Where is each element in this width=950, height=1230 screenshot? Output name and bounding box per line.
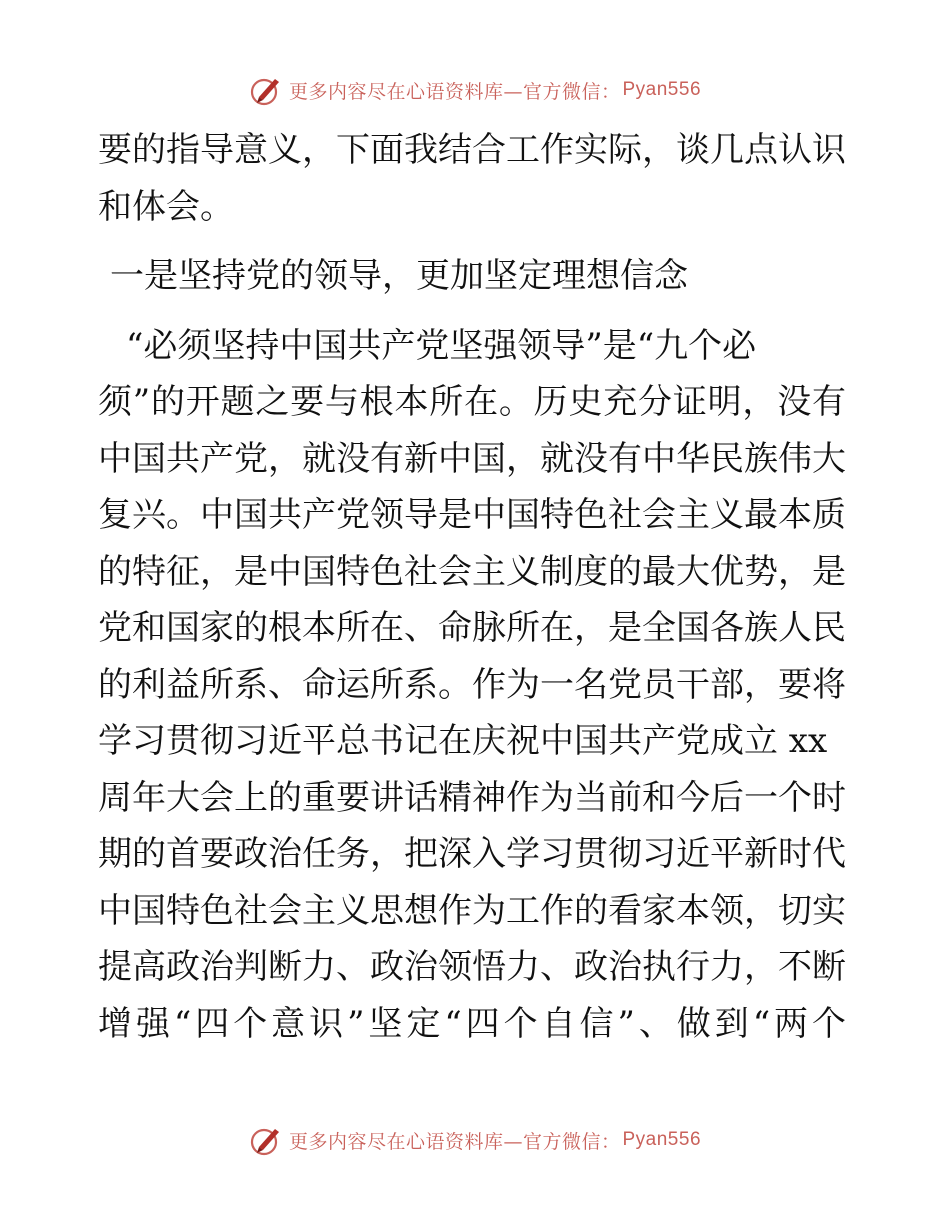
text-line: 学习贯彻习近平总书记在庆祝中国共产党成立 xx bbox=[98, 721, 828, 761]
text-line: 和体会。 bbox=[98, 186, 234, 227]
text-line: 期的首要政治任务，把深入学习贯彻习近平新时代 bbox=[98, 834, 846, 874]
text-line: 须”的开题之要与根本所在。历史充分证明，没有 bbox=[98, 382, 846, 422]
text-line: 要的指导意义，下面我结合工作实际，谈几点认识 bbox=[98, 130, 846, 170]
header-banner-text: 更多内容尽在心语资料库—官方微信： bbox=[288, 80, 621, 103]
text-line: 提高政治判断力、政治领悟力、政治执行力，不断 bbox=[98, 947, 846, 987]
text-line: 党和国家的根本所在、命脉所在，是全国各族人民 bbox=[98, 608, 846, 648]
text-line: 复兴。中国共产党领导是中国特色社会主义最本质 bbox=[98, 495, 846, 535]
text-line: 的特征，是中国特色社会主义制度的最大优势，是 bbox=[98, 551, 846, 592]
pen-logo-icon bbox=[249, 1123, 283, 1157]
document-body bbox=[98, 122, 858, 1052]
text-line: 中国共产党，就没有新中国，就没有中华民族伟大 bbox=[98, 438, 846, 479]
footer-banner bbox=[0, 1120, 950, 1160]
text-line: 的利益所系、命运所系。作为一名党员干部，要将 bbox=[98, 664, 846, 705]
text-line: “必须坚持中国共产党坚强领导”是“九个必 bbox=[126, 325, 757, 366]
header-banner bbox=[0, 70, 950, 110]
text-line: 中国特色社会主义思想作为工作的看家本领，切实 bbox=[98, 890, 846, 931]
text-line: 增强“四个意识”坚定“四个自信”、做到“两个 bbox=[98, 1003, 846, 1044]
section-heading: 一是坚持党的领导，更加坚定理想信念 bbox=[110, 256, 688, 296]
text-line: 周年大会上的重要讲话精神作为当前和今后一个时 bbox=[98, 777, 846, 818]
footer-banner-text: 更多内容尽在心语资料库—官方微信： bbox=[288, 1130, 621, 1153]
footer-banner-contact: Pyan556 bbox=[622, 1129, 702, 1150]
pen-logo-icon bbox=[249, 73, 283, 107]
header-banner-contact: Pyan556 bbox=[622, 79, 702, 100]
